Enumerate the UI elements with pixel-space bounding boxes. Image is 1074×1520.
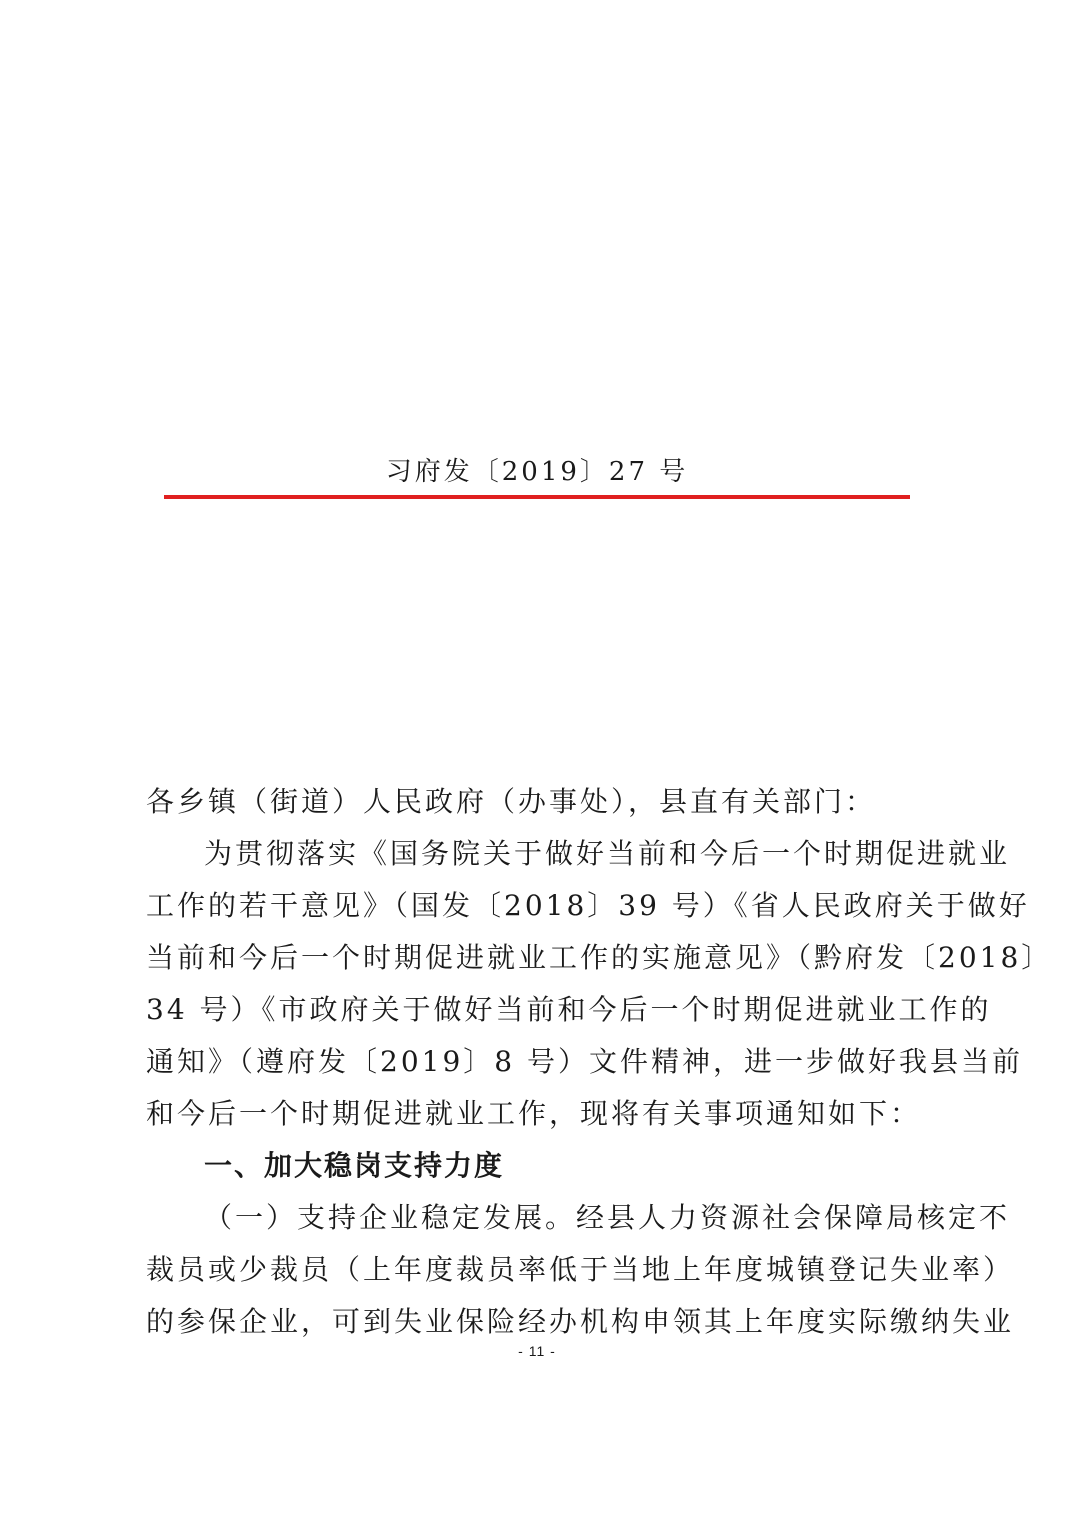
document-body bbox=[146, 776, 1053, 1348]
paragraph-line: 和今后一个时期促进就业工作，现将有关事项通知如下： bbox=[146, 1097, 922, 1130]
paragraph-line: （一）支持企业稳定发展。经县人力资源社会保障局核定不 bbox=[204, 1201, 1011, 1234]
paragraph-line: 裁员或少裁员（上年度裁员率低于当地上年度城镇登记失业率） bbox=[146, 1253, 1015, 1286]
red-divider-line bbox=[164, 495, 910, 499]
paragraph-line: 的参保企业，可到失业保险经办机构申领其上年度实际缴纳失业 bbox=[146, 1305, 1015, 1338]
paragraph-line: 通知》（遵府发〔2019〕8 号）文件精神，进一步做好我县当前 bbox=[146, 1045, 1023, 1078]
salutation-line: 各乡镇（街道）人民政府（办事处），县直有关部门： bbox=[146, 785, 877, 818]
paragraph-line: 34 号）《市政府关于做好当前和今后一个时期促进就业工作的 bbox=[146, 993, 992, 1026]
paragraph-line: 当前和今后一个时期促进就业工作的实施意见》（黔府发〔2018〕 bbox=[146, 941, 1053, 974]
paragraph-line: 工作的若干意见》（国发〔2018〕39 号）《省人民政府关于做好 bbox=[146, 889, 1030, 922]
page-number: - 11 - bbox=[518, 1343, 556, 1359]
document-number: 习府发〔2019〕27 号 bbox=[385, 457, 689, 487]
section-heading: 一、加大稳岗支持力度 bbox=[204, 1149, 505, 1182]
paragraph-line: 为贯彻落实《国务院关于做好当前和今后一个时期促进就业 bbox=[204, 837, 1011, 870]
